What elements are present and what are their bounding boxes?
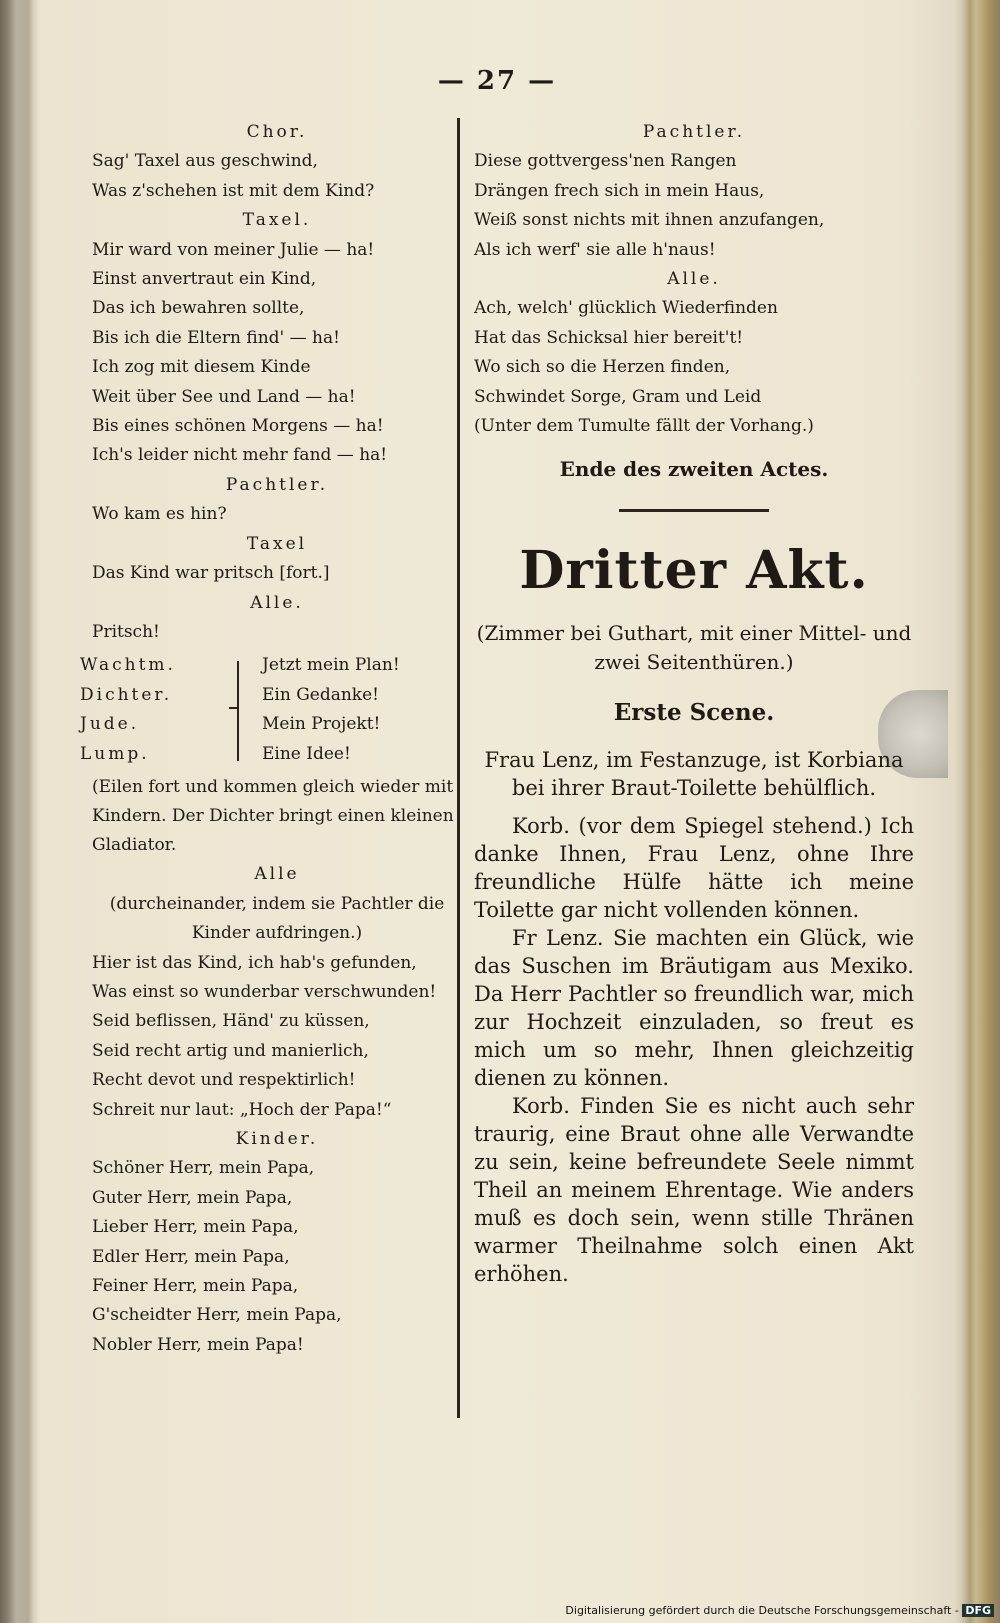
page-number: — 27 — [437,66,557,96]
verse-line: Ach, welch' glücklich Wiederfinden [474,298,778,319]
verse-line: Bis ich die Eltern find' — ha! [92,327,340,348]
verse-line: Nobler Herr, mein Papa! [92,1334,304,1355]
verse-line: Pritsch! [92,621,160,642]
verse-line: Mir ward von meiner Julie — ha! [92,239,375,260]
verse-line: Feiner Herr, mein Papa, [92,1276,299,1296]
scene-title: Erste Scene. [613,698,775,726]
verse-line: Seid recht artig und manierlich, [92,1040,369,1061]
speaker-name: Pachtler. [642,122,746,142]
right-verse-block-1 [474,118,914,441]
verse-line: G'scheidter Herr, mein Papa, [92,1305,342,1326]
cast-name: Jude. [80,714,140,735]
speaker-name: Pachtler. [225,474,329,495]
verse-line: Ich's leider nicht mehr fand — ha! [92,445,388,466]
verse-line: Das ich bewahren sollte, [92,298,305,319]
cast-lines [262,651,400,769]
stage-direction: (durcheinander, indem sie Pachtler die Kinder aufdringen.) [109,893,445,944]
verse-line: (Unter dem Tumulte fällt der Vorhang.) [474,416,814,437]
verse-line: Was z'schehen ist mit dem Kind? [92,180,375,201]
verse-line: Recht devot und respektirlich! [92,1070,356,1091]
setting: (Zimmer bei Guthart, mit einer Mittel- und zwei Seitenthüren.) [476,620,912,674]
verse-line: Als ich werf' sie alle h'naus! [474,239,716,260]
cast-name: Lump. [80,743,150,764]
left-verse-block-2 [92,860,462,1360]
footer-text: Digitalisierung gefördert durch die Deutsche Forschungsgemeinschaft - [565,1604,959,1617]
act-title: Dritter Akt. [519,539,869,601]
right-column [474,118,914,1288]
cast-line: Mein Projekt! [262,714,381,735]
scene-intro: Frau Lenz, im Festanzuge, ist Korbiana bei ihrer Braut-Toilette behülflich. [484,747,904,800]
verse-line: Diese gottvergess'nen Rangen [474,151,737,172]
verse-line: Weit über See und Land — ha! [92,386,356,407]
speaker-name: Chor. [246,122,308,142]
speaker-name: Taxel [246,533,308,554]
verse-line: Schwindet Sorge, Gram und Leid [474,386,762,407]
brace [237,661,249,761]
stage-direction: (Eilen fort und kommen gleich wieder mit Kindern. Der Dichter bringt einen kleinen Gladiator. [92,777,454,856]
speaker-name: Kinder. [235,1128,319,1149]
verse-line: Schöner Herr, mein Papa, [92,1158,315,1179]
cast-line: Jetzt mein Plan! [262,655,400,676]
speaker-name: Alle [254,864,300,885]
footer-credit [565,1604,994,1617]
document-page [32,0,962,1585]
cast-name: Wachtm. [80,655,176,676]
speaker-name: Taxel. [242,210,312,231]
verse-line: Wo kam es hin? [92,504,227,525]
verse-line: Einst anvertraut ein Kind, [92,269,317,290]
verse-line: Weiß sonst nichts mit ihnen anzufangen, [474,210,825,231]
verse-line: Guter Herr, mein Papa, [92,1187,293,1208]
dialogue-paragraph: Fr Lenz. Sie machten ein Glück, wie das Suschen im Bräutigam aus Mexiko. Da Herr Pachtler so freundlich war, mich zur Hochzeit einzuladen, so freut es mich um so mehr, Ihnen gleichzeitig dienen zu können. [474,925,914,1090]
verse-line: Hier ist das Kind, ich hab's gefunden, [92,952,417,973]
verse-line: Ich zog mit diesem Kinde [92,357,311,378]
dialogue-paragraph: Korb. Finden Sie es nicht auch sehr traurig, eine Braut ohne alle Verwandte zu sein, keine befreundete Seele nimmt Theil an meinem Ehrentage. Wie anders muß es doch sein, wenn stille Thränen warmer Theilnahme solch einen Akt erhöhen. [474,1093,914,1286]
verse-line: Schreit nur laut: „Hoch der Papa!“ [92,1099,392,1120]
act-end: Ende des zweiten Actes. [559,457,829,482]
verse-line: Lieber Herr, mein Papa, [92,1217,299,1238]
speaker-name: Alle. [250,592,304,613]
cast-names [80,651,200,769]
verse-line: Wo sich so die Herzen finden, [474,357,731,378]
cast-line: Ein Gedanke! [262,684,379,705]
left-column [80,118,462,1360]
verse-line: Das Kind war pritsch [fort.] [92,563,330,584]
separator-rule [619,509,769,512]
dfg-badge: DFG [962,1604,994,1617]
verse-line: Bis eines schönen Morgens — ha! [92,416,384,437]
verse-line: Drängen frech sich in mein Haus, [474,180,765,201]
verse-line: Was einst so wunderbar verschwunden! [92,981,437,1002]
verse-line: Sag' Taxel aus geschwind, [92,151,318,172]
verse-line: Edler Herr, mein Papa, [92,1246,290,1267]
dialogue-paragraph: Korb. (vor dem Spiegel stehend.) Ich danke Ihnen, Frau Lenz, ohne Ihre freundliche Hülfe hätte ich meine Toilette gar nicht vollenden können. [474,813,914,922]
cast-block [80,651,462,771]
verse-line: Seid beflissen, Händ' zu küssen, [92,1011,370,1032]
left-verse-block-1 [92,118,462,647]
cast-line: Eine Idee! [262,743,351,764]
dialogue-paragraphs [474,812,914,1288]
cast-name: Dichter. [80,684,173,705]
verse-line: Hat das Schicksal hier bereit't! [474,327,744,348]
speaker-name: Alle. [667,269,721,290]
